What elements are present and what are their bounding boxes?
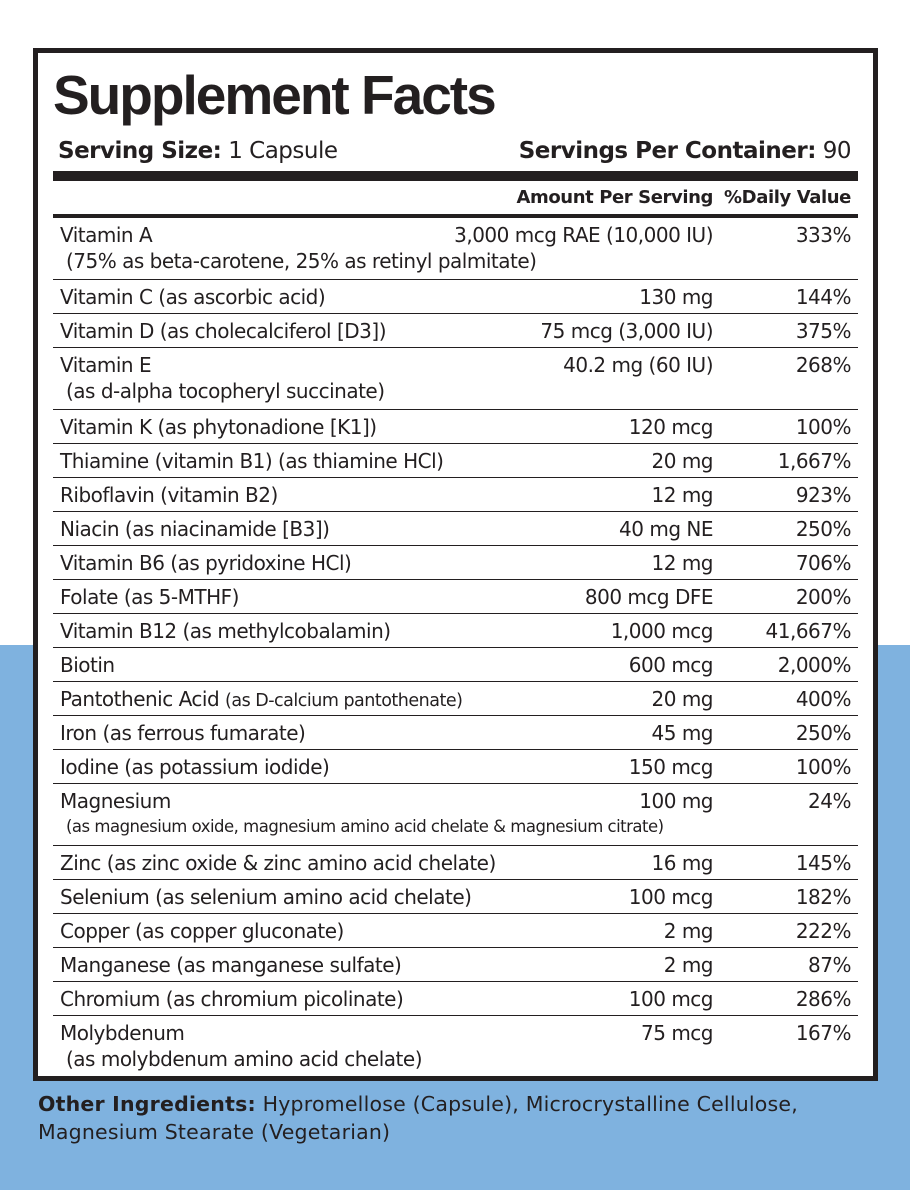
nutrient-daily-value: 268% <box>795 353 851 377</box>
table-row <box>53 784 858 846</box>
nutrient-name-text: Riboflavin (vitamin B2) <box>60 483 278 507</box>
nutrient-name <box>60 352 151 378</box>
servings-per-container-label: Servings Per Container: <box>518 138 816 164</box>
nutrient-name <box>60 720 305 746</box>
nutrient-amount: 75 mcg <box>641 1021 713 1045</box>
daily-value-column-header: %Daily Value <box>724 187 851 208</box>
nutrient-name <box>60 414 377 440</box>
nutrient-daily-value: 250% <box>795 517 851 541</box>
other-ingredients-label: Other Ingredients: <box>38 1092 256 1116</box>
nutrient-name <box>60 986 403 1012</box>
nutrient-name-text: Vitamin B12 (as methylcobalamin) <box>60 619 391 643</box>
table-row <box>53 880 858 914</box>
nutrient-name <box>60 516 329 542</box>
nutrient-amount: 1,000 mcg <box>610 619 713 643</box>
table-row <box>53 982 858 1016</box>
other-ingredients <box>38 1090 888 1146</box>
amount-column-header: Amount Per Serving <box>516 187 713 208</box>
table-row <box>53 750 858 784</box>
table-row <box>53 846 858 880</box>
supplement-facts-panel <box>33 48 878 1081</box>
nutrient-source: (as molybdenum amino acid chelate) <box>66 1047 422 1071</box>
nutrient-source: (as D-calcium pantothenate) <box>225 691 463 711</box>
nutrient-amount: 16 mg <box>651 851 713 875</box>
nutrient-daily-value: 41,667% <box>765 619 851 643</box>
nutrient-amount: 120 mcg <box>628 415 713 439</box>
nutrient-name <box>60 222 152 248</box>
table-row <box>53 1016 858 1078</box>
nutrient-table <box>53 218 858 1078</box>
nutrient-name-text: Vitamin B6 (as pyridoxine HCl) <box>60 551 352 575</box>
table-row <box>53 682 858 716</box>
nutrient-daily-value: 222% <box>795 919 851 943</box>
nutrient-name-text: Manganese (as manganese sulfate) <box>60 953 402 977</box>
table-row <box>53 614 858 648</box>
nutrient-name-text: Vitamin K (as phytonadione [K1]) <box>60 415 377 439</box>
nutrient-daily-value: 167% <box>795 1021 851 1045</box>
panel-title: Supplement Facts <box>53 64 495 126</box>
nutrient-name <box>60 482 278 508</box>
nutrient-name-text: Iron (as ferrous fumarate) <box>60 721 306 745</box>
nutrient-name-text: Biotin <box>60 653 115 677</box>
nutrient-daily-value: 1,667% <box>777 449 851 473</box>
table-row <box>53 218 858 280</box>
nutrient-amount: 130 mg <box>639 285 713 309</box>
nutrient-name <box>60 788 171 814</box>
nutrient-daily-value: 200% <box>795 585 851 609</box>
nutrient-daily-value: 250% <box>795 721 851 745</box>
column-header <box>53 181 858 214</box>
nutrient-name <box>60 618 391 644</box>
nutrient-name-text: Selenium (as selenium amino acid chelate) <box>60 885 472 909</box>
serving-size <box>58 136 338 166</box>
nutrient-name <box>60 754 329 780</box>
table-row <box>53 314 858 348</box>
nutrient-name-text: Vitamin A <box>60 223 153 247</box>
nutrient-amount: 20 mg <box>651 687 713 711</box>
table-row <box>53 648 858 682</box>
nutrient-amount: 12 mg <box>651 483 713 507</box>
nutrient-name-text: Vitamin C (as ascorbic acid) <box>60 285 326 309</box>
nutrient-name-text: Zinc (as zinc oxide & zinc amino acid chelate) <box>60 851 496 875</box>
nutrient-name <box>60 448 443 474</box>
nutrient-daily-value: 87% <box>808 953 851 977</box>
nutrient-daily-value: 2,000% <box>777 653 851 677</box>
nutrient-daily-value: 182% <box>795 885 851 909</box>
serving-info <box>58 136 851 166</box>
nutrient-amount: 100 mcg <box>628 987 713 1011</box>
nutrient-amount: 45 mg <box>651 721 713 745</box>
nutrient-amount: 20 mg <box>651 449 713 473</box>
nutrient-amount: 40.2 mg (60 IU) <box>563 353 713 377</box>
serving-size-label: Serving Size: <box>58 138 222 164</box>
table-row <box>53 280 858 314</box>
nutrient-name <box>60 652 115 678</box>
table-row <box>53 914 858 948</box>
other-ingredients-text: Hypromellose (Capsule), Microcrystalline Cellulose, Magnesium Stearate (Vegetarian) <box>38 1092 798 1144</box>
nutrient-name-text: Magnesium <box>60 789 171 813</box>
table-row <box>53 546 858 580</box>
nutrient-daily-value: 24% <box>808 789 851 813</box>
nutrient-daily-value: 333% <box>795 223 851 247</box>
nutrient-amount: 2 mg <box>663 953 713 977</box>
nutrient-daily-value: 144% <box>795 285 851 309</box>
nutrient-name <box>60 952 401 978</box>
nutrient-amount: 3,000 mcg RAE (10,000 IU) <box>454 223 713 247</box>
nutrient-amount: 2 mg <box>663 919 713 943</box>
nutrient-amount: 800 mcg DFE <box>584 585 713 609</box>
nutrient-daily-value: 375% <box>795 319 851 343</box>
nutrient-name-text: Iodine (as potassium iodide) <box>60 755 330 779</box>
nutrient-name-text: Vitamin D (as cholecalciferol [D3]) <box>60 319 387 343</box>
nutrient-amount: 75 mcg (3,000 IU) <box>540 319 713 343</box>
nutrient-name-text: Chromium (as chromium picolinate) <box>60 987 404 1011</box>
nutrient-daily-value: 100% <box>795 415 851 439</box>
nutrient-name <box>60 884 471 910</box>
table-row <box>53 716 858 750</box>
nutrient-daily-value: 923% <box>795 483 851 507</box>
table-row <box>53 512 858 546</box>
nutrient-amount: 12 mg <box>651 551 713 575</box>
table-row <box>53 410 858 444</box>
servings-per-container-value: 90 <box>822 138 851 164</box>
nutrient-name-text: Thiamine (vitamin B1) (as thiamine HCl) <box>60 449 444 473</box>
nutrient-source: (75% as beta-carotene, 25% as retinyl palmitate) <box>66 249 537 273</box>
nutrient-name-text: Vitamin E <box>60 353 152 377</box>
nutrient-name <box>60 550 351 576</box>
nutrient-name-text: Niacin (as niacinamide [B3]) <box>60 517 330 541</box>
table-row <box>53 478 858 512</box>
nutrient-amount: 100 mcg <box>628 885 713 909</box>
table-row <box>53 444 858 478</box>
nutrient-name <box>60 1020 184 1046</box>
nutrient-daily-value: 706% <box>795 551 851 575</box>
nutrient-amount: 100 mg <box>639 789 713 813</box>
table-row <box>53 580 858 614</box>
table-row <box>53 348 858 410</box>
nutrient-name <box>60 318 386 344</box>
nutrient-daily-value: 286% <box>795 987 851 1011</box>
nutrient-name <box>60 918 344 944</box>
nutrient-name-text: Pantothenic Acid <box>60 687 220 711</box>
nutrient-daily-value: 400% <box>795 687 851 711</box>
nutrient-daily-value: 145% <box>795 851 851 875</box>
nutrient-amount: 40 mg NE <box>619 517 713 541</box>
nutrient-source: (as d-alpha tocopheryl succinate) <box>66 379 385 403</box>
serving-size-value: 1 Capsule <box>228 138 338 164</box>
nutrient-name-text: Molybdenum <box>60 1021 185 1045</box>
nutrient-amount: 150 mcg <box>628 755 713 779</box>
nutrient-name <box>60 584 239 610</box>
nutrient-name <box>60 686 462 714</box>
nutrient-daily-value: 100% <box>795 755 851 779</box>
nutrient-source: (as magnesium oxide, magnesium amino acid chelate & magnesium citrate) <box>66 817 664 836</box>
nutrient-name <box>60 284 325 310</box>
servings-per-container <box>519 136 851 166</box>
thick-divider <box>53 171 858 181</box>
table-row <box>53 948 858 982</box>
nutrient-name <box>60 850 496 876</box>
nutrient-name-text: Copper (as copper gluconate) <box>60 919 344 943</box>
nutrient-amount: 600 mcg <box>628 653 713 677</box>
nutrient-name-text: Folate (as 5-MTHF) <box>60 585 239 609</box>
